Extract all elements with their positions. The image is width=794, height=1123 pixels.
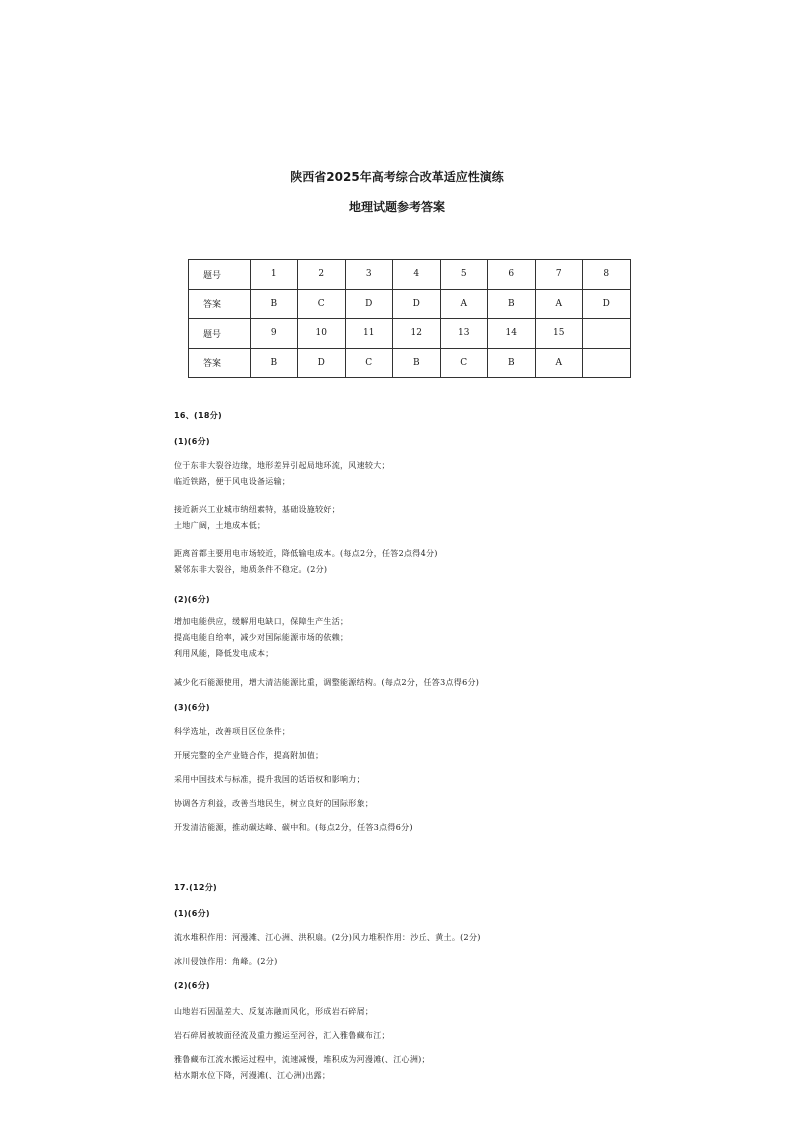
answer-line: 临近铁路，便于风电设备运输； (174, 477, 291, 486)
answer-line: 协调各方利益，改善当地民生，树立良好的国际形象； (174, 799, 374, 808)
table-cell: 8 (583, 260, 631, 290)
answer-line: 接近新兴工业城市纳纽素特，基础设施较好； (174, 505, 340, 514)
section-heading: 17.(12分) (174, 883, 218, 892)
table-cell: 10 (298, 319, 346, 349)
table-row (189, 348, 631, 378)
table-cell: B (250, 348, 298, 378)
table-cell: C (440, 348, 488, 378)
page-subtitle: 地理试题参考答案 (348, 200, 445, 214)
answer-line: 距离首都主要用电市场较近，降低输电成本。(每点2分，任答2点得4分) (174, 549, 438, 558)
table-cell: 4 (393, 260, 441, 290)
answer-line: 采用中国技术与标准，提升我国的话语权和影响力； (174, 775, 365, 784)
row-header: 答案 (189, 289, 251, 319)
table-cell: D (583, 289, 631, 319)
row-header: 题号 (189, 319, 251, 349)
table-cell: C (345, 348, 393, 378)
table-cell: A (535, 289, 583, 319)
section-heading: (3)(6分) (174, 703, 210, 712)
answer-line: 流水堆积作用：河漫滩、江心洲、洪积扇。(2分)风力堆积作用：沙丘、黄土。(2分) (174, 933, 481, 942)
answer-line: 减少化石能源使用，增大清洁能源比重，调整能源结构。(每点2分，任答3点得6分) (174, 678, 480, 687)
answer-line: 冰川侵蚀作用：角峰。(2分) (174, 957, 278, 966)
table-cell: A (535, 348, 583, 378)
table-cell: 9 (250, 319, 298, 349)
section-heading: (2)(6分) (174, 981, 210, 990)
table-cell: D (298, 348, 346, 378)
table-cell (583, 319, 631, 349)
table-cell: 13 (440, 319, 488, 349)
table-cell: 5 (440, 260, 488, 290)
section-heading: 16、(18分) (174, 411, 222, 420)
table-row (189, 289, 631, 319)
answer-line: 开发清洁能源，推动碳达峰、碳中和。(每点2分，任答3点得6分) (174, 823, 413, 832)
section-heading: (2)(6分) (174, 595, 210, 604)
table-cell: 15 (535, 319, 583, 349)
page-title: 陕西省2025年高考综合改革适应性演练 (290, 170, 504, 184)
table-cell: 12 (393, 319, 441, 349)
table-cell: A (440, 289, 488, 319)
answer-line: 雅鲁藏布江流水搬运过程中，流速减慢，堆积成为河漫滩(、江心洲)； (174, 1055, 430, 1064)
answer-line: 位于东非大裂谷边缘，地形差异引起局地环流，风速较大； (174, 461, 390, 470)
table-cell: C (298, 289, 346, 319)
answer-line: 增加电能供应，缓解用电缺口，保障生产生活； (174, 617, 349, 626)
table-cell: 7 (535, 260, 583, 290)
answer-table (188, 259, 631, 378)
answer-line: 山地岩石因温差大、反复冻融而风化，形成岩石碎屑； (174, 1007, 374, 1016)
row-header: 题号 (189, 260, 251, 290)
answer-line: 岩石碎屑被坡面径流及重力搬运至河谷，汇入雅鲁藏布江； (174, 1031, 390, 1040)
table-cell: 6 (488, 260, 536, 290)
table-cell: 2 (298, 260, 346, 290)
answer-line: 土地广阔，土地成本低； (174, 521, 266, 530)
answer-line: 枯水期水位下降，河漫滩(、江心洲)出露； (174, 1071, 331, 1080)
answer-line: 科学选址，改善项目区位条件； (174, 727, 291, 736)
table-cell: B (488, 348, 536, 378)
table-cell: 14 (488, 319, 536, 349)
row-header: 答案 (189, 348, 251, 378)
table-cell: B (250, 289, 298, 319)
table-cell: B (488, 289, 536, 319)
table-cell: D (345, 289, 393, 319)
table-row (189, 319, 631, 349)
answer-line: 利用风能，降低发电成本； (174, 649, 274, 658)
answer-line: 提高电能自给率，减少对国际能源市场的依赖； (174, 633, 349, 642)
table-cell: B (393, 348, 441, 378)
table-cell: 3 (345, 260, 393, 290)
section-heading: (1)(6分) (174, 437, 210, 446)
section-heading: (1)(6分) (174, 909, 210, 918)
table-cell: D (393, 289, 441, 319)
answer-line: 开展完整的全产业链合作，提高附加值； (174, 751, 324, 760)
table-cell: 11 (345, 319, 393, 349)
table-cell: 1 (250, 260, 298, 290)
table-cell (583, 348, 631, 378)
answer-line: 紧邻东非大裂谷，地质条件不稳定。(2分) (174, 565, 328, 574)
table-row (189, 260, 631, 290)
